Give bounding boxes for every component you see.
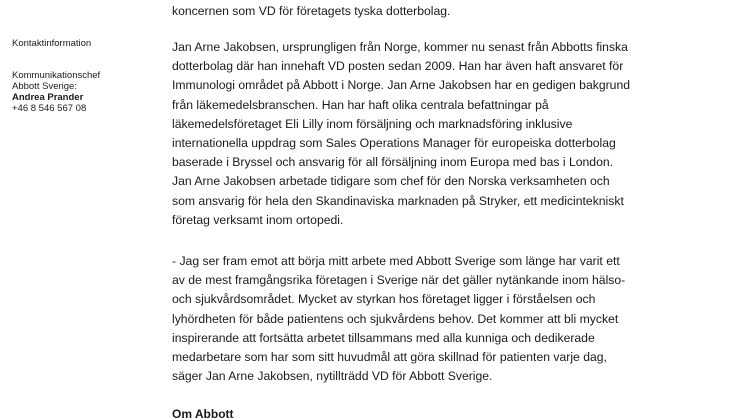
article-paragraph-continuation: koncernen som VD för företagets tyska dotterbolag.	[172, 4, 451, 18]
contact-role: Kommunikationschef	[12, 70, 101, 81]
article-paragraph-background: Jan Arne Jakobsen, ursprungligen från Norge, kommer nu senast från Abbotts finska dotterbolag där han innehaft VD posten sedan 2009. Han har även haft ansvaret för Immunologi området på Abbott i Norge. Jan Arne Jakobsen har en gedigen bakgrund från läkemedelsbranschen. Han har haft olika centrala befattningar på läkemedelsföretaget Eli Lilly inom försäljning och marknadsföring inklusive internationella uppdrag som Sales Operations Manager för europeiska dotterbolag baserade i Bryssel och ansvarig för all försäljning inom Europa med bas i London. Jan Arne Jakobsen arbetade tidigare som chef för den Norska verksamheten och som ansvarig för hela den Skandinaviska marknaden på Stryker, ett medicintekniskt företag verksamt inom ortopedi.	[172, 40, 631, 227]
contact-details	[12, 70, 100, 114]
contact-section-label: Kontaktinformation	[12, 38, 92, 49]
article-paragraph-quote: - Jag ser fram emot att börja mitt arbete med Abbott Sverige som länge har varit ett av de mest framgångsrika företagen i Sverige när det gäller nytänkande inom hälso- och sjukvårdsområdet. Mycket av styrkan hos företaget ligger i förståelsen och lyhördheten för både patientens och sjukvårdens behov. Det kommer att bli mycket inspirerande att fortsätta arbetet tillsammans med alla kunniga och dedikerade medarbetare som har som sitt huvudmål att göra skillnad för patienten varje dag, säger Jan Arne Jakobsen, nytillträdd VD för Abbott Sverige.	[172, 254, 626, 384]
contact-phone: +46 8 546 567 08	[12, 103, 87, 114]
contact-company: Abbott Sverige:	[12, 81, 77, 92]
section-heading-about: Om Abbott	[172, 407, 234, 419]
contact-name: Andrea Prander	[12, 92, 84, 103]
